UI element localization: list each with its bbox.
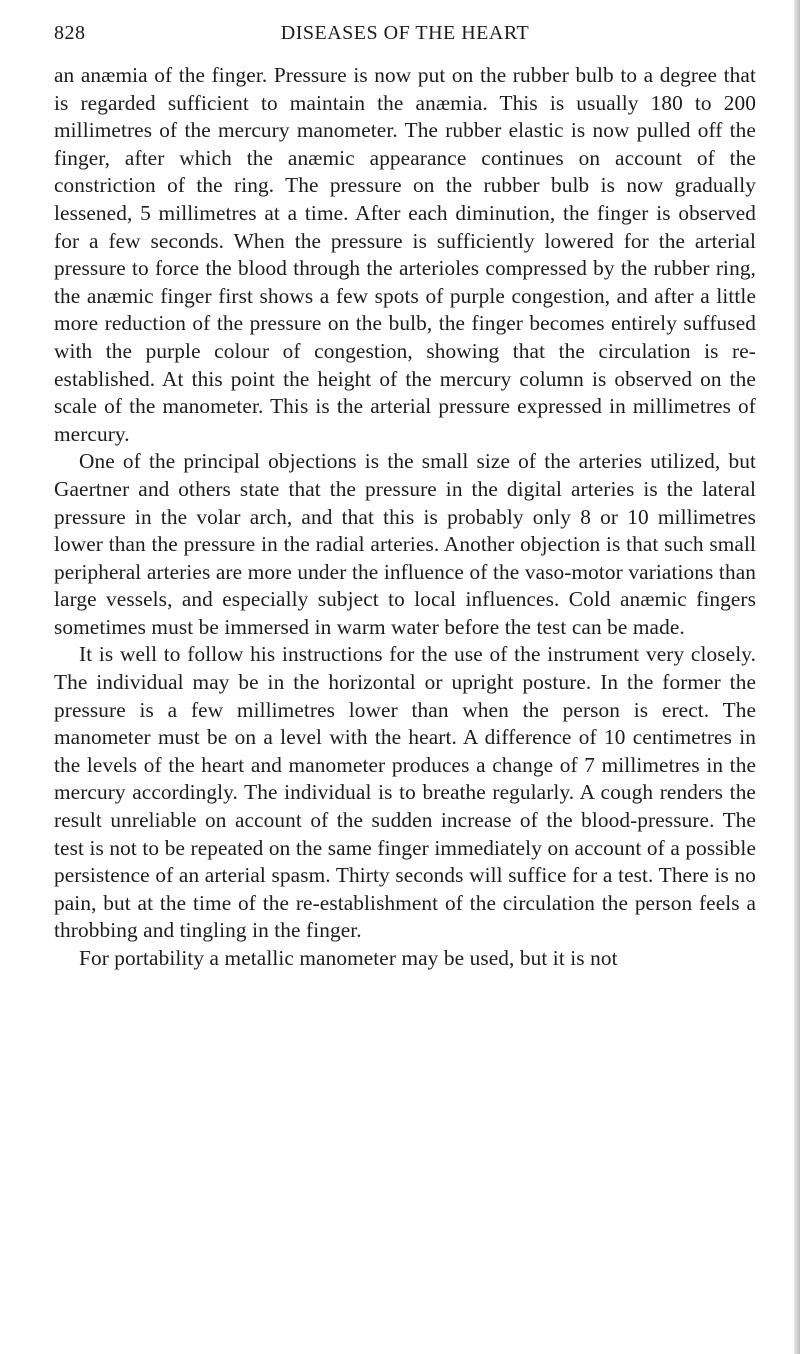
paragraph-portability: For portability a metallic manometer may be used, but it is not: [79, 946, 618, 970]
page-number: 828: [54, 22, 86, 44]
paragraph-instructions: It is well to follow his instructions for the use of the instrument very closely. The individual may be in the horizontal or upright posture. In the former the pressure is a few millimetres lower than when the person is erect. The manometer must be on a level with the heart. A difference of 10 centimetres in the levels of the heart and manometer produces a change of 7 millimetres in the mercury accordingly. The individual is to breathe regularly. A cough renders the result unreliable on account of the sudden increase of the blood-pressure. The test is not to be repeated on the same finger immediately on account of a possible persistence of an arterial spasm. Thirty seconds will suffice for a test. There is no pain, but at the time of the re-establishment of the circulation the person feels a throbbing and tingling in the finger.: [54, 642, 756, 943]
chapter-title: DISEASES OF THE HEART: [280, 22, 530, 44]
paragraph-continued: an anæmia of the finger. Pressure is now put on the rubber bulb to a degree that is regarded sufficient to maintain the anæmia. This is usually 180 to 200 millimetres of the mercury manometer. The rubber elastic is now pulled off the finger, after which the anæmic appearance continues on account of the constriction of the ring. The pressure on the rubber bulb is now gradually lessened, 5 millimetres at a time. After each diminution, the finger is observed for a few seconds. When the pressure is sufficiently lowered for the arterial pressure to force the blood through the arterioles compressed by the rubber ring, the anæmic finger first shows a few spots of purple congestion, and after a little more reduction of the pressure on the bulb, the finger becomes entirely suffused with the purple colour of congestion, showing that the circulation is re-established. At this point the height of the mercury column is observed on the scale of the manometer. This is the arterial pressure expressed in millimetres of mercury.: [54, 63, 756, 446]
body-text: [54, 62, 756, 973]
running-head: [54, 22, 756, 62]
paragraph-objections: One of the principal objections is the small size of the arteries utilized, but Gaertner and others state that the pressure in the digital arteries is the lateral pressure in the volar arch, and that this is probably only 8 or 10 millimetres lower than the pressure in the radial arteries. Another objection is that such small peripheral arteries are more under the influence of the vaso-motor variations than large vessels, and especially subject to local influences. Cold anæmic fingers sometimes must be immersed in warm water before the test can be made.: [54, 449, 756, 639]
page-edge-shadow: [794, 0, 800, 1354]
